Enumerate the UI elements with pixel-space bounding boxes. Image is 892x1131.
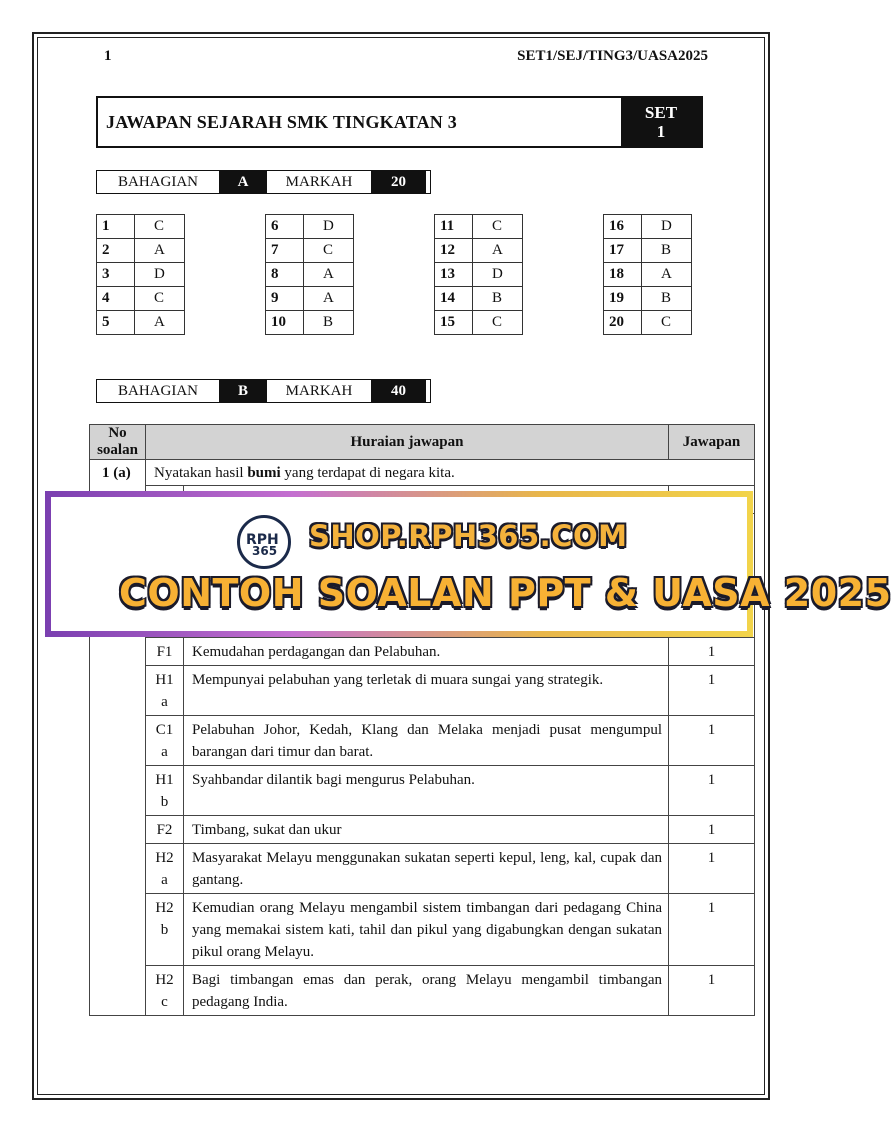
answer-table-4 — [603, 214, 692, 335]
section-a-marks-label: MARKAH — [285, 173, 353, 190]
table-header-row — [90, 425, 755, 460]
answer-choice: C — [473, 311, 523, 335]
answer-row — [97, 239, 185, 263]
table-row — [90, 766, 755, 816]
section-b-label: BAHAGIAN — [118, 382, 198, 399]
answer-choice: A — [135, 311, 185, 335]
answer-row — [435, 287, 523, 311]
answer-choice: C — [304, 239, 354, 263]
answer-choice: B — [473, 287, 523, 311]
answer-choice: D — [642, 215, 692, 239]
answer-mark: 1 — [669, 816, 755, 844]
answer-row — [604, 263, 692, 287]
answer-number: 5 — [97, 311, 135, 335]
answer-choice: A — [473, 239, 523, 263]
answer-number: 1 — [97, 215, 135, 239]
section-a-label: BAHAGIAN — [118, 173, 198, 190]
criteria-code: H2 b — [146, 894, 184, 966]
answer-mark: 1 — [669, 766, 755, 816]
header-mark: Jawapan — [669, 425, 755, 460]
answer-choice: C — [473, 215, 523, 239]
answer-table-3 — [434, 214, 523, 335]
answer-row — [266, 287, 354, 311]
answer-description: Pelabuhan Johor, Kedah, Klang dan Melaka menjadi pusat mengumpul barangan dari timur dan barat. — [184, 716, 669, 766]
question-number: 1 (a) — [90, 460, 146, 486]
page-title: JAWAPAN SEJARAH SMK TINGKATAN 3 — [106, 111, 457, 132]
answer-row — [266, 239, 354, 263]
table-row — [90, 638, 755, 666]
answer-number: 19 — [604, 287, 642, 311]
answer-row — [604, 239, 692, 263]
answer-number: 16 — [604, 215, 642, 239]
answer-description: Mempunyai pelabuhan yang terletak di muara sungai yang strategik. — [184, 666, 669, 716]
answer-row — [266, 263, 354, 287]
answer-mark: 1 — [669, 716, 755, 766]
question-row — [90, 460, 755, 486]
section-a-value: A — [219, 171, 267, 193]
table-row — [90, 666, 755, 716]
answer-row — [604, 311, 692, 335]
set-badge-label: SET — [644, 103, 678, 122]
answer-number: 9 — [266, 287, 304, 311]
answer-row — [97, 263, 185, 287]
answer-number: 15 — [435, 311, 473, 335]
table-row — [90, 816, 755, 844]
answer-mark: 1 — [669, 666, 755, 716]
answer-choice: B — [642, 287, 692, 311]
answer-choice: A — [135, 239, 185, 263]
answer-mark: 1 — [669, 966, 755, 1016]
answer-description: Kemudian orang Melayu mengambil sistem timbangan dari pedagang China yang memakai sistem kati, tahil dan pikul yang digabungkan dengan sukatan pikul orang Melayu. — [184, 894, 669, 966]
logo-letters: RPH — [246, 532, 279, 548]
criteria-code: H1 a — [146, 666, 184, 716]
answer-number: 12 — [435, 239, 473, 263]
answer-choice: D — [304, 215, 354, 239]
answer-number: 6 — [266, 215, 304, 239]
answer-description: Timbang, sukat dan ukur — [184, 816, 669, 844]
answer-choice: D — [473, 263, 523, 287]
section-b-marks-label: MARKAH — [285, 382, 353, 399]
answer-number: 17 — [604, 239, 642, 263]
answer-row — [435, 239, 523, 263]
banner-headline: CONTOH SOALAN PPT & UASA 2025 — [119, 571, 892, 615]
page-number: 1 — [104, 48, 112, 64]
answer-choice: C — [135, 287, 185, 311]
answer-number: 3 — [97, 263, 135, 287]
rph365-logo — [237, 515, 291, 569]
answer-mark: 1 — [669, 844, 755, 894]
section-b-value: B — [219, 380, 267, 402]
document-code: SET1/SEJ/TING3/UASA2025 — [517, 48, 708, 64]
answer-choice: A — [642, 263, 692, 287]
answer-description: Bagi timbangan emas dan perak, orang Melayu mengambil timbangan pedagang India. — [184, 966, 669, 1016]
answer-row — [435, 215, 523, 239]
answer-number: 14 — [435, 287, 473, 311]
answer-choice: B — [304, 311, 354, 335]
set-badge — [621, 98, 701, 146]
set-badge-number: 1 — [656, 122, 666, 141]
answer-choice: A — [304, 287, 354, 311]
banner-shop-url: SHOP.RPH365.COM — [309, 519, 628, 553]
criteria-code: H2 a — [146, 844, 184, 894]
question-text: Nyatakan hasil bumi yang terdapat di negara kita. — [146, 460, 755, 486]
table-row — [90, 894, 755, 966]
answer-row — [266, 215, 354, 239]
criteria-code: H1 b — [146, 766, 184, 816]
answer-row — [604, 215, 692, 239]
header-desc: Huraian jawapan — [146, 425, 669, 460]
header-no: No soalan — [90, 425, 146, 460]
table-row — [90, 844, 755, 894]
answer-number: 13 — [435, 263, 473, 287]
section-b-marks: 40 — [371, 380, 426, 402]
answer-row — [435, 263, 523, 287]
answer-mark: 1 — [669, 638, 755, 666]
answer-choice: C — [135, 215, 185, 239]
answer-row — [435, 311, 523, 335]
section-b-bar — [96, 379, 431, 403]
section-a-marks: 20 — [371, 171, 426, 193]
answer-row — [266, 311, 354, 335]
table-row — [90, 966, 755, 1016]
answer-mark: 1 — [669, 894, 755, 966]
answer-number: 2 — [97, 239, 135, 263]
answer-table-2 — [265, 214, 354, 335]
section-a-bar — [96, 170, 431, 194]
answer-number: 7 — [266, 239, 304, 263]
answer-number: 20 — [604, 311, 642, 335]
answer-choice: C — [642, 311, 692, 335]
answer-row — [604, 287, 692, 311]
title-box — [96, 96, 703, 148]
answer-number: 4 — [97, 287, 135, 311]
answer-row — [97, 287, 185, 311]
criteria-code: C1 a — [146, 716, 184, 766]
answer-description: Masyarakat Melayu menggunakan sukatan seperti kepul, leng, kal, cupak dan gantang. — [184, 844, 669, 894]
answer-table-1 — [96, 214, 185, 335]
answer-number: 18 — [604, 263, 642, 287]
answer-row — [97, 311, 185, 335]
answer-choice: B — [642, 239, 692, 263]
answer-description: Kemudahan perdagangan dan Pelabuhan. — [184, 638, 669, 666]
criteria-code: H2 c — [146, 966, 184, 1016]
criteria-code: F2 — [146, 816, 184, 844]
promo-banner — [45, 491, 892, 637]
criteria-code: F1 — [146, 638, 184, 666]
logo-number: 365 — [252, 544, 278, 558]
answer-number: 10 — [266, 311, 304, 335]
answer-number: 8 — [266, 263, 304, 287]
answer-number: 11 — [435, 215, 473, 239]
table-row — [90, 716, 755, 766]
answer-row — [97, 215, 185, 239]
answer-description: Syahbandar dilantik bagi mengurus Pelabuhan. — [184, 766, 669, 816]
answer-choice: A — [304, 263, 354, 287]
answer-choice: D — [135, 263, 185, 287]
